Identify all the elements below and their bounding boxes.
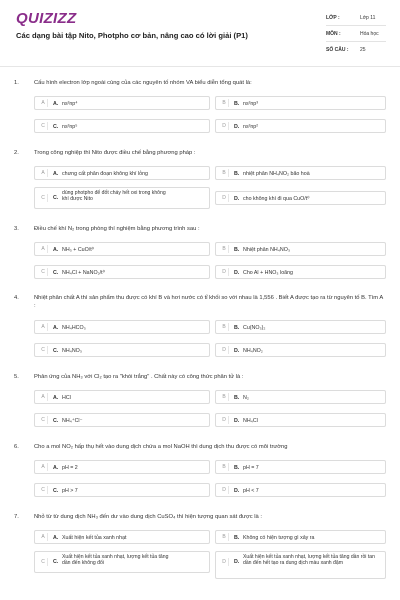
option-text: pH = 7: [243, 464, 259, 471]
meta-label: SỐ CÂU :: [326, 47, 349, 53]
option-text: N₂: [243, 394, 249, 401]
option-text: Xuất hiện kết tủa xanh nhạt, lượng kết tủa tăng dần đến không đổi: [62, 554, 169, 566]
option-label: D.: [234, 559, 240, 565]
option-text: Nhiệt phân NH₄NO₃: [243, 246, 291, 253]
option-letter: C: [39, 268, 48, 276]
option-b[interactable]: [215, 390, 386, 404]
option-label: B.: [234, 464, 240, 471]
option-text: ns²np⁵: [62, 123, 78, 130]
question-text: Nhỏ từ từ dung dịch NH₃ đến dư vào dung dịch CuSO₄ thì hiện tượng quan sát được là :: [34, 514, 262, 520]
option-letter: D: [220, 486, 229, 494]
option-text: pH < 7: [243, 487, 259, 494]
option-d[interactable]: [215, 191, 386, 205]
option-letter: D: [220, 122, 229, 130]
meta-row-subject: [314, 26, 386, 42]
option-text: Xuất hiện kết tủa xanh nhạt, lượng kết tủa tăng dần rồi tan dần đến hết tạo ra dung dịch màu xanh đậm: [243, 554, 375, 566]
option-label: D.: [234, 487, 240, 494]
option-letter: B: [220, 393, 229, 401]
question-number: 7.: [14, 514, 19, 520]
option-a[interactable]: [34, 96, 210, 110]
question-text: Phản ứng của NH₃ với Cl₂ tạo ra "khói trắng" . Chất này có công thức phân tử là :: [34, 374, 244, 380]
question-number: 3.: [14, 226, 19, 232]
option-letter: D: [220, 558, 229, 566]
option-letter: D: [220, 268, 229, 276]
option-d[interactable]: [215, 265, 386, 279]
option-text: dùng photpho để đốt cháy hết oxi trong không khí được Nito: [62, 190, 166, 202]
option-a[interactable]: [34, 166, 210, 180]
question-number: 6.: [14, 444, 19, 450]
option-d[interactable]: [215, 119, 386, 133]
option-a[interactable]: [34, 320, 210, 334]
option-b[interactable]: [215, 242, 386, 256]
worksheet-header: [0, 0, 400, 64]
option-letter: A: [39, 169, 48, 177]
option-letter: A: [39, 245, 48, 253]
option-label: C.: [53, 195, 59, 201]
option-d[interactable]: [215, 343, 386, 357]
option-label: A.: [53, 534, 59, 541]
option-letter: B: [220, 245, 229, 253]
option-d[interactable]: [215, 551, 386, 579]
option-label: B.: [234, 246, 240, 253]
option-text: NH₄NO₃: [62, 347, 82, 354]
option-text: ns²np³: [243, 100, 259, 107]
option-label: C.: [53, 347, 59, 354]
option-b[interactable]: [215, 320, 386, 334]
option-label: D.: [234, 347, 240, 354]
option-c[interactable]: [34, 187, 210, 209]
meta-value: Lớp 11: [360, 15, 376, 21]
meta-row-class: [314, 10, 386, 26]
option-b[interactable]: [215, 96, 386, 110]
option-text: NH₄Cl: [243, 417, 258, 424]
option-label: D.: [234, 123, 240, 130]
option-text: NH₄⁺Cl⁻: [62, 417, 83, 424]
meta-row-count: [314, 42, 386, 58]
option-label: A.: [53, 394, 59, 401]
option-a[interactable]: [34, 460, 210, 474]
option-letter: B: [220, 323, 229, 331]
option-text: Không có hiện tượng gì xảy ra: [243, 534, 315, 541]
question-text: Điều chế khí N₂ trong phòng thí nghiệm bằng phương trình sau :: [34, 226, 200, 232]
option-letter: D: [220, 346, 229, 354]
option-label: A.: [53, 100, 59, 107]
option-d[interactable]: [215, 483, 386, 497]
option-text: NH₄HCO₃: [62, 324, 86, 331]
option-text: pH > 7: [62, 487, 78, 494]
option-label: D.: [234, 195, 240, 202]
question-number: 1.: [14, 80, 19, 86]
option-letter: D: [220, 194, 229, 202]
quizizz-logo: QUIZIZZ: [16, 10, 77, 27]
question-text: Trong công nghiệp thì Nito được điều chế bằng phương pháp :: [34, 150, 196, 156]
option-text: chưng cất phân đoạn không khí lỏng: [62, 170, 149, 177]
option-letter: B: [220, 463, 229, 471]
option-letter: B: [220, 533, 229, 541]
option-text: ns²np²: [243, 123, 259, 130]
option-label: C.: [53, 559, 59, 565]
option-b[interactable]: [215, 166, 386, 180]
option-letter: C: [39, 416, 48, 424]
option-letter: A: [39, 393, 48, 401]
option-letter: C: [39, 194, 48, 202]
meta-value: Hóa học: [360, 31, 379, 37]
option-text: NH₄Cl + NaNO₂/t⁰: [62, 269, 105, 276]
option-a[interactable]: [34, 242, 210, 256]
meta-label: MÔN :: [326, 31, 341, 37]
option-text: nhiệt phân NH₄NO₂ bão hoà: [243, 170, 310, 177]
question-text: Nhiệt phân chất A thì sản phẩm thu được có khí B và hơi nước có tỉ khối so với nhau là 1,556 . Biết A được tạo ra từ nguyên tố B. Tìm A :: [34, 295, 383, 309]
option-label: C.: [53, 123, 59, 130]
option-letter: A: [39, 323, 48, 331]
option-label: A.: [53, 324, 59, 331]
option-letter: C: [39, 122, 48, 130]
option-letter: A: [39, 463, 48, 471]
option-text: cho không khí đi qua CuO/t⁰: [243, 195, 310, 202]
option-label: D.: [234, 417, 240, 424]
option-text: Cho Al + HNO₃ loãng: [243, 269, 294, 276]
option-label: B.: [234, 100, 240, 107]
option-label: A.: [53, 464, 59, 471]
option-text: NH₄NO₂: [243, 347, 263, 354]
option-letter: C: [39, 558, 48, 566]
option-text: Xuất hiện kết tủa xanh nhạt: [62, 534, 127, 541]
option-label: B.: [234, 170, 240, 177]
option-text: pH = 2: [62, 464, 78, 471]
option-letter: A: [39, 99, 48, 107]
option-text: ns²np⁴: [62, 100, 78, 107]
option-label: B.: [234, 534, 240, 541]
meta-value: 25: [360, 47, 366, 53]
option-text: NH₃ + CuO/t⁰: [62, 246, 94, 253]
worksheet-title: Các dạng bài tập Nito, Photpho cơ bản, nâng cao có lời giải (P1): [16, 31, 248, 40]
option-label: B.: [234, 324, 240, 331]
meta-info-box: [314, 10, 386, 60]
option-label: C.: [53, 417, 59, 424]
option-letter: C: [39, 346, 48, 354]
option-c[interactable]: [34, 119, 210, 133]
option-label: C.: [53, 487, 59, 494]
option-a[interactable]: [34, 390, 210, 404]
header-divider: [0, 66, 400, 67]
option-letter: B: [220, 169, 229, 177]
option-label: C.: [53, 269, 59, 276]
question-number: 2.: [14, 150, 19, 156]
option-letter: A: [39, 533, 48, 541]
question-text: Cấu hình electron lớp ngoài cùng của các nguyên tố nhóm VA biểu diễn tổng quát là:: [34, 80, 252, 86]
option-a[interactable]: [34, 530, 210, 544]
option-c[interactable]: [34, 551, 210, 573]
option-text: HCl: [62, 394, 71, 401]
option-c[interactable]: [34, 343, 210, 357]
option-d[interactable]: [215, 413, 386, 427]
question-number: 4.: [14, 295, 19, 301]
option-label: B.: [234, 394, 240, 401]
option-c[interactable]: [34, 413, 210, 427]
option-label: A.: [53, 246, 59, 253]
option-letter: B: [220, 99, 229, 107]
option-label: D.: [234, 269, 240, 276]
option-letter: D: [220, 416, 229, 424]
option-label: A.: [53, 170, 59, 177]
option-text: Cu(NO₃)₂: [243, 324, 266, 331]
option-c[interactable]: [34, 483, 210, 497]
question-text: Cho a mol NO₂ hấp thụ hết vào dung dịch chứa a mol NaOH thì dung dịch thu được có môi trường: [34, 444, 288, 450]
option-letter: C: [39, 486, 48, 494]
option-b[interactable]: [215, 530, 386, 544]
option-c[interactable]: [34, 265, 210, 279]
option-b[interactable]: [215, 460, 386, 474]
meta-label: LỚP :: [326, 15, 340, 21]
question-number: 5.: [14, 374, 19, 380]
